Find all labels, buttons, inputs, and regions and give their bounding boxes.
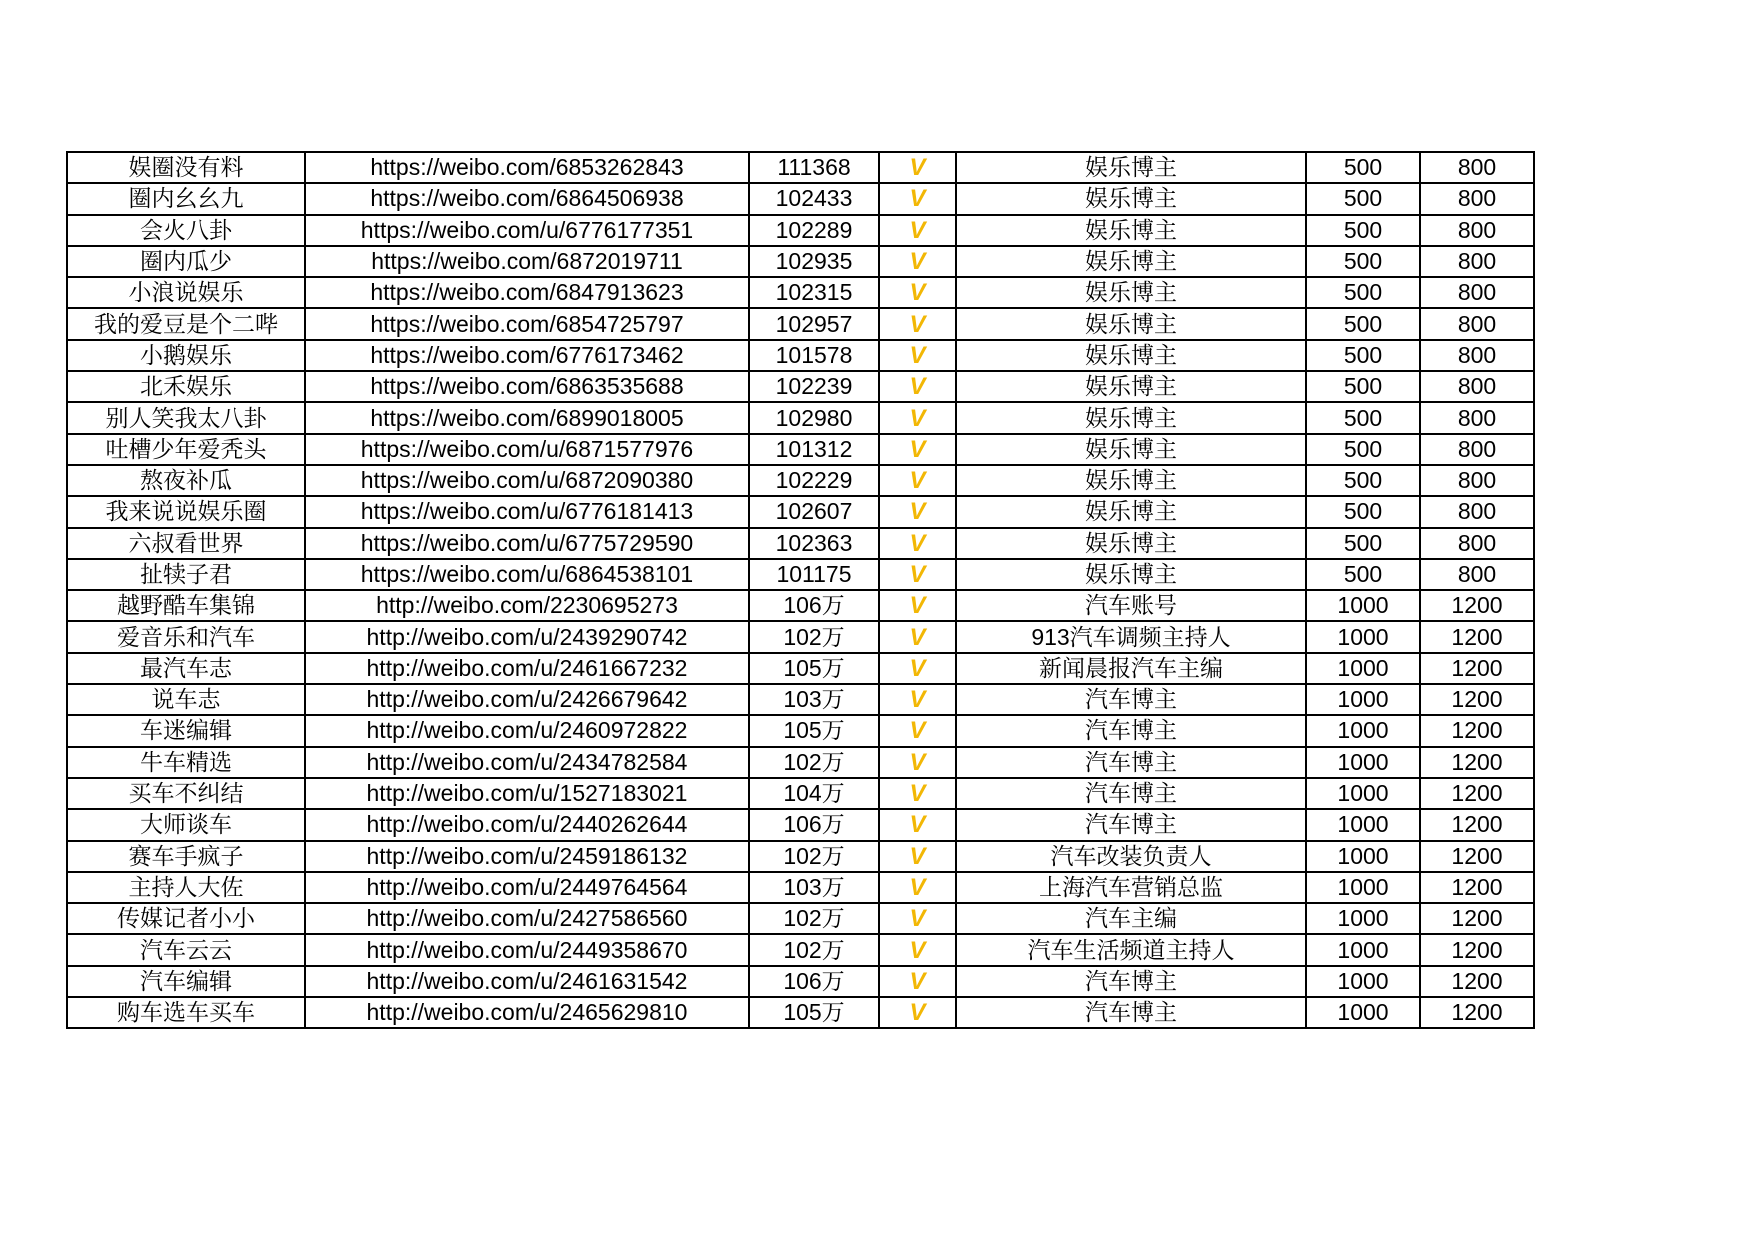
table-row [67, 809, 1534, 840]
verified-mark-cell: V [879, 841, 956, 872]
price-1-cell: 500 [1306, 402, 1420, 433]
table-row [67, 715, 1534, 746]
account-url-cell: http://weibo.com/u/2460972822 [305, 715, 749, 746]
account-type-cell: 娱乐博主 [956, 465, 1306, 496]
verified-mark-cell: V [879, 465, 956, 496]
account-type-cell: 913汽车调频主持人 [956, 621, 1306, 652]
account-type-cell: 娱乐博主 [956, 496, 1306, 527]
verified-mark-cell: V [879, 653, 956, 684]
follower-count-cell: 104万 [749, 778, 879, 809]
table-row [67, 934, 1534, 965]
verified-mark-cell: V [879, 246, 956, 277]
follower-count-cell: 111368 [749, 152, 879, 183]
account-name-cell: 北禾娱乐 [67, 371, 305, 402]
account-name-cell: 传媒记者小小 [67, 903, 305, 934]
follower-count-cell: 105万 [749, 715, 879, 746]
price-1-cell: 500 [1306, 465, 1420, 496]
verified-mark-cell: V [879, 528, 956, 559]
verified-mark-cell: V [879, 340, 956, 371]
price-2-cell: 800 [1420, 528, 1534, 559]
price-1-cell: 1000 [1306, 653, 1420, 684]
price-1-cell: 500 [1306, 246, 1420, 277]
account-type-cell: 娱乐博主 [956, 277, 1306, 308]
account-type-cell: 娱乐博主 [956, 434, 1306, 465]
account-type-cell: 汽车博主 [956, 715, 1306, 746]
account-type-cell: 汽车生活频道主持人 [956, 934, 1306, 965]
account-name-cell: 最汽车志 [67, 653, 305, 684]
price-2-cell: 1200 [1420, 997, 1534, 1028]
price-2-cell: 800 [1420, 371, 1534, 402]
price-2-cell: 800 [1420, 559, 1534, 590]
verified-mark-cell: V [879, 684, 956, 715]
account-name-cell: 购车选车买车 [67, 997, 305, 1028]
verified-mark-cell: V [879, 715, 956, 746]
account-name-cell: 主持人大佐 [67, 872, 305, 903]
verified-mark-cell: V [879, 903, 956, 934]
table-row [67, 152, 1534, 183]
price-2-cell: 800 [1420, 277, 1534, 308]
account-name-cell: 扯犊子君 [67, 559, 305, 590]
price-1-cell: 500 [1306, 434, 1420, 465]
account-type-cell: 汽车博主 [956, 966, 1306, 997]
price-1-cell: 1000 [1306, 872, 1420, 903]
follower-count-cell: 102239 [749, 371, 879, 402]
table-row [67, 308, 1534, 339]
account-url-cell: http://weibo.com/u/2426679642 [305, 684, 749, 715]
account-name-cell: 大师谈车 [67, 809, 305, 840]
price-2-cell: 800 [1420, 308, 1534, 339]
verified-mark-cell: V [879, 559, 956, 590]
price-1-cell: 500 [1306, 496, 1420, 527]
table-row [67, 434, 1534, 465]
account-url-cell: https://weibo.com/6776173462 [305, 340, 749, 371]
price-1-cell: 1000 [1306, 778, 1420, 809]
verified-mark-cell: V [879, 778, 956, 809]
price-2-cell: 800 [1420, 434, 1534, 465]
price-1-cell: 1000 [1306, 841, 1420, 872]
account-url-cell: https://weibo.com/u/6775729590 [305, 528, 749, 559]
account-url-cell: http://weibo.com/u/2461667232 [305, 653, 749, 684]
account-url-cell: https://weibo.com/6872019711 [305, 246, 749, 277]
account-url-cell: http://weibo.com/u/2449358670 [305, 934, 749, 965]
account-url-cell: http://weibo.com/u/2465629810 [305, 997, 749, 1028]
table-row [67, 997, 1534, 1028]
account-name-cell: 别人笑我太八卦 [67, 402, 305, 433]
account-url-cell: https://weibo.com/6864506938 [305, 183, 749, 214]
account-url-cell: https://weibo.com/u/6871577976 [305, 434, 749, 465]
account-url-cell: https://weibo.com/u/6776181413 [305, 496, 749, 527]
verified-mark-cell: V [879, 183, 956, 214]
price-1-cell: 1000 [1306, 684, 1420, 715]
verified-mark-cell: V [879, 496, 956, 527]
follower-count-cell: 102957 [749, 308, 879, 339]
verified-mark-cell: V [879, 997, 956, 1028]
price-1-cell: 500 [1306, 340, 1420, 371]
account-name-cell: 六叔看世界 [67, 528, 305, 559]
account-url-cell: http://weibo.com/u/2459186132 [305, 841, 749, 872]
follower-count-cell: 102万 [749, 747, 879, 778]
account-url-cell: https://weibo.com/u/6776177351 [305, 215, 749, 246]
price-2-cell: 1200 [1420, 872, 1534, 903]
price-2-cell: 1200 [1420, 715, 1534, 746]
table-row [67, 747, 1534, 778]
account-type-cell: 娱乐博主 [956, 371, 1306, 402]
price-2-cell: 800 [1420, 402, 1534, 433]
verified-mark-cell: V [879, 308, 956, 339]
account-url-cell: http://weibo.com/2230695273 [305, 590, 749, 621]
account-type-cell: 汽车博主 [956, 997, 1306, 1028]
price-1-cell: 1000 [1306, 809, 1420, 840]
account-url-cell: http://weibo.com/u/2439290742 [305, 621, 749, 652]
price-1-cell: 1000 [1306, 715, 1420, 746]
price-1-cell: 1000 [1306, 621, 1420, 652]
follower-count-cell: 102363 [749, 528, 879, 559]
verified-mark-cell: V [879, 621, 956, 652]
follower-count-cell: 102289 [749, 215, 879, 246]
price-1-cell: 1000 [1306, 997, 1420, 1028]
follower-count-cell: 102980 [749, 402, 879, 433]
price-1-cell: 500 [1306, 183, 1420, 214]
account-type-cell: 娱乐博主 [956, 340, 1306, 371]
verified-mark-cell: V [879, 934, 956, 965]
price-1-cell: 500 [1306, 528, 1420, 559]
price-1-cell: 1000 [1306, 590, 1420, 621]
account-type-cell: 娱乐博主 [956, 215, 1306, 246]
price-1-cell: 1000 [1306, 934, 1420, 965]
follower-count-cell: 101578 [749, 340, 879, 371]
account-name-cell: 吐槽少年爱秃头 [67, 434, 305, 465]
price-2-cell: 1200 [1420, 653, 1534, 684]
price-2-cell: 1200 [1420, 966, 1534, 997]
follower-count-cell: 106万 [749, 809, 879, 840]
verified-mark-cell: V [879, 152, 956, 183]
price-2-cell: 1200 [1420, 778, 1534, 809]
price-1-cell: 500 [1306, 308, 1420, 339]
table-row [67, 496, 1534, 527]
verified-mark-cell: V [879, 872, 956, 903]
account-type-cell: 上海汽车营销总监 [956, 872, 1306, 903]
account-type-cell: 娱乐博主 [956, 308, 1306, 339]
price-2-cell: 800 [1420, 183, 1534, 214]
account-name-cell: 说车志 [67, 684, 305, 715]
table-row [67, 215, 1534, 246]
account-name-cell: 买车不纠结 [67, 778, 305, 809]
account-type-cell: 汽车博主 [956, 778, 1306, 809]
account-type-cell: 汽车主编 [956, 903, 1306, 934]
table-row [67, 183, 1534, 214]
price-1-cell: 500 [1306, 215, 1420, 246]
price-2-cell: 800 [1420, 215, 1534, 246]
price-1-cell: 500 [1306, 277, 1420, 308]
verified-mark-cell: V [879, 434, 956, 465]
table-row [67, 778, 1534, 809]
verified-mark-cell: V [879, 747, 956, 778]
follower-count-cell: 102607 [749, 496, 879, 527]
account-url-cell: http://weibo.com/u/2427586560 [305, 903, 749, 934]
account-type-cell: 汽车博主 [956, 809, 1306, 840]
account-name-cell: 圈内瓜少 [67, 246, 305, 277]
table-row [67, 653, 1534, 684]
follower-count-cell: 102433 [749, 183, 879, 214]
account-url-cell: https://weibo.com/6847913623 [305, 277, 749, 308]
table-row [67, 684, 1534, 715]
account-url-cell: https://weibo.com/6854725797 [305, 308, 749, 339]
account-name-cell: 汽车编辑 [67, 966, 305, 997]
price-2-cell: 1200 [1420, 903, 1534, 934]
account-url-cell: https://weibo.com/u/6872090380 [305, 465, 749, 496]
account-url-cell: https://weibo.com/6899018005 [305, 402, 749, 433]
price-2-cell: 1200 [1420, 809, 1534, 840]
table-row [67, 246, 1534, 277]
account-name-cell: 越野酷车集锦 [67, 590, 305, 621]
table-row [67, 465, 1534, 496]
account-url-cell: http://weibo.com/u/2440262644 [305, 809, 749, 840]
table-row [67, 621, 1534, 652]
follower-count-cell: 102万 [749, 934, 879, 965]
price-2-cell: 800 [1420, 246, 1534, 277]
account-url-cell: https://weibo.com/6863535688 [305, 371, 749, 402]
follower-count-cell: 102935 [749, 246, 879, 277]
price-1-cell: 1000 [1306, 747, 1420, 778]
follower-count-cell: 102229 [749, 465, 879, 496]
price-2-cell: 1200 [1420, 934, 1534, 965]
account-url-cell: http://weibo.com/u/2434782584 [305, 747, 749, 778]
table-row [67, 402, 1534, 433]
follower-count-cell: 106万 [749, 966, 879, 997]
price-2-cell: 800 [1420, 496, 1534, 527]
account-name-cell: 圈内幺幺九 [67, 183, 305, 214]
account-type-cell: 汽车改装负责人 [956, 841, 1306, 872]
follower-count-cell: 102315 [749, 277, 879, 308]
account-name-cell: 小浪说娱乐 [67, 277, 305, 308]
account-type-cell: 娱乐博主 [956, 402, 1306, 433]
follower-count-cell: 105万 [749, 997, 879, 1028]
account-name-cell: 熬夜补瓜 [67, 465, 305, 496]
table-row [67, 559, 1534, 590]
account-url-cell: https://weibo.com/6853262843 [305, 152, 749, 183]
account-type-cell: 汽车博主 [956, 747, 1306, 778]
account-name-cell: 牛车精选 [67, 747, 305, 778]
account-type-cell: 娱乐博主 [956, 183, 1306, 214]
account-type-cell: 娱乐博主 [956, 152, 1306, 183]
account-type-cell: 娱乐博主 [956, 246, 1306, 277]
verified-mark-cell: V [879, 590, 956, 621]
price-2-cell: 1200 [1420, 590, 1534, 621]
account-name-cell: 娱圈没有料 [67, 152, 305, 183]
account-name-cell: 小鹅娱乐 [67, 340, 305, 371]
table-row [67, 340, 1534, 371]
table-row [67, 872, 1534, 903]
account-name-cell: 赛车手疯子 [67, 841, 305, 872]
account-type-cell: 娱乐博主 [956, 528, 1306, 559]
account-url-cell: http://weibo.com/u/1527183021 [305, 778, 749, 809]
account-type-cell: 新闻晨报汽车主编 [956, 653, 1306, 684]
follower-count-cell: 102万 [749, 841, 879, 872]
account-name-cell: 爱音乐和汽车 [67, 621, 305, 652]
price-2-cell: 1200 [1420, 747, 1534, 778]
price-2-cell: 1200 [1420, 684, 1534, 715]
price-1-cell: 500 [1306, 152, 1420, 183]
table-row [67, 903, 1534, 934]
table-row [67, 590, 1534, 621]
follower-count-cell: 101175 [749, 559, 879, 590]
account-name-cell: 汽车云云 [67, 934, 305, 965]
price-1-cell: 500 [1306, 559, 1420, 590]
price-1-cell: 500 [1306, 371, 1420, 402]
follower-count-cell: 103万 [749, 872, 879, 903]
table-row [67, 528, 1534, 559]
follower-count-cell: 103万 [749, 684, 879, 715]
account-url-cell: http://weibo.com/u/2449764564 [305, 872, 749, 903]
account-name-cell: 我来说说娱乐圈 [67, 496, 305, 527]
follower-count-cell: 101312 [749, 434, 879, 465]
follower-count-cell: 102万 [749, 621, 879, 652]
price-2-cell: 800 [1420, 340, 1534, 371]
table-row [67, 841, 1534, 872]
verified-mark-cell: V [879, 966, 956, 997]
account-url-cell: https://weibo.com/u/6864538101 [305, 559, 749, 590]
account-name-cell: 车迷编辑 [67, 715, 305, 746]
weibo-account-table [66, 151, 1535, 1029]
verified-mark-cell: V [879, 215, 956, 246]
price-2-cell: 1200 [1420, 841, 1534, 872]
price-2-cell: 800 [1420, 465, 1534, 496]
verified-mark-cell: V [879, 371, 956, 402]
account-type-cell: 汽车账号 [956, 590, 1306, 621]
account-name-cell: 会火八卦 [67, 215, 305, 246]
account-name-cell: 我的爱豆是个二哔 [67, 308, 305, 339]
table-body [67, 152, 1534, 1028]
price-2-cell: 800 [1420, 152, 1534, 183]
table-row [67, 371, 1534, 402]
verified-mark-cell: V [879, 809, 956, 840]
verified-mark-cell: V [879, 402, 956, 433]
verified-mark-cell: V [879, 277, 956, 308]
account-type-cell: 汽车博主 [956, 684, 1306, 715]
account-type-cell: 娱乐博主 [956, 559, 1306, 590]
table-row [67, 966, 1534, 997]
table-row [67, 277, 1534, 308]
follower-count-cell: 102万 [749, 903, 879, 934]
follower-count-cell: 106万 [749, 590, 879, 621]
account-url-cell: http://weibo.com/u/2461631542 [305, 966, 749, 997]
price-1-cell: 1000 [1306, 966, 1420, 997]
price-2-cell: 1200 [1420, 621, 1534, 652]
price-1-cell: 1000 [1306, 903, 1420, 934]
follower-count-cell: 105万 [749, 653, 879, 684]
